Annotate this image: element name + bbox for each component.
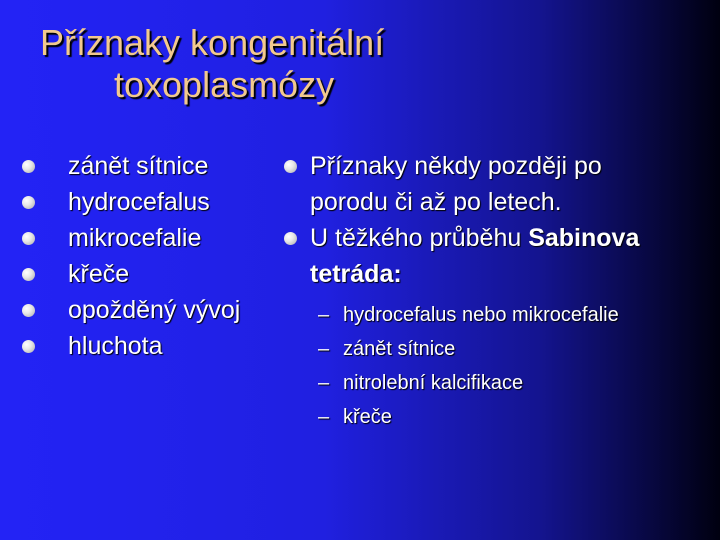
dash-icon: –: [318, 372, 330, 394]
slide-title-line2: toxoplasmózy: [114, 64, 335, 105]
sub-list-item: [310, 366, 639, 400]
bullet-icon: [22, 340, 35, 353]
dash-icon: –: [318, 338, 330, 360]
bullet-icon: [22, 196, 35, 209]
sub-list-item: [310, 298, 639, 332]
sub-list-item: [310, 332, 639, 366]
sub-list-item-text: hydrocefalus nebo mikrocefalie: [343, 304, 619, 326]
list-item: [20, 184, 240, 220]
list-item-text: mikrocefalie: [68, 224, 202, 252]
bullet-icon: [284, 232, 297, 245]
slide-title-line1: Příznaky kongenitální: [40, 22, 385, 63]
sub-list-item-text: zánět sítnice: [343, 338, 456, 360]
list-item-text: hluchota: [68, 332, 163, 360]
notes-item-sabin-prefix: U těžkého průběhu: [310, 224, 529, 252]
list-item: [20, 256, 240, 292]
sub-list-item-text: křeče: [343, 406, 392, 428]
tetrad-term: tetráda:: [310, 260, 402, 288]
list-item: [20, 220, 240, 256]
dash-icon: –: [318, 406, 330, 428]
bullet-icon: [284, 160, 297, 173]
bullet-icon: [22, 232, 35, 245]
list-item: [20, 328, 240, 364]
list-item: [20, 148, 240, 184]
list-item-text: křeče: [68, 260, 130, 288]
bullet-icon: [22, 160, 35, 173]
notes-item-onset-line1: Příznaky někdy později po: [310, 152, 602, 180]
list-item: [20, 292, 240, 328]
sub-list-item-text: nitrolební kalcifikace: [343, 372, 524, 394]
bullet-icon: [22, 304, 35, 317]
notes-item-onset-line2: porodu či až po letech.: [310, 188, 562, 216]
notes-list: [284, 148, 639, 434]
dash-icon: –: [318, 304, 330, 326]
slide-title: [40, 22, 384, 106]
list-item-text: zánět sítnice: [68, 152, 209, 180]
notes-item-sabin-tetrad: [284, 220, 639, 434]
notes-item-onset: [284, 148, 639, 220]
list-item-text: opožděný vývoj: [68, 296, 241, 324]
symptom-list: [20, 148, 240, 364]
bullet-icon: [22, 268, 35, 281]
tetrad-sub-list: [310, 298, 639, 434]
sabin-term: Sabinova: [528, 224, 640, 252]
sub-list-item: [310, 400, 639, 434]
list-item-text: hydrocefalus: [68, 188, 210, 216]
